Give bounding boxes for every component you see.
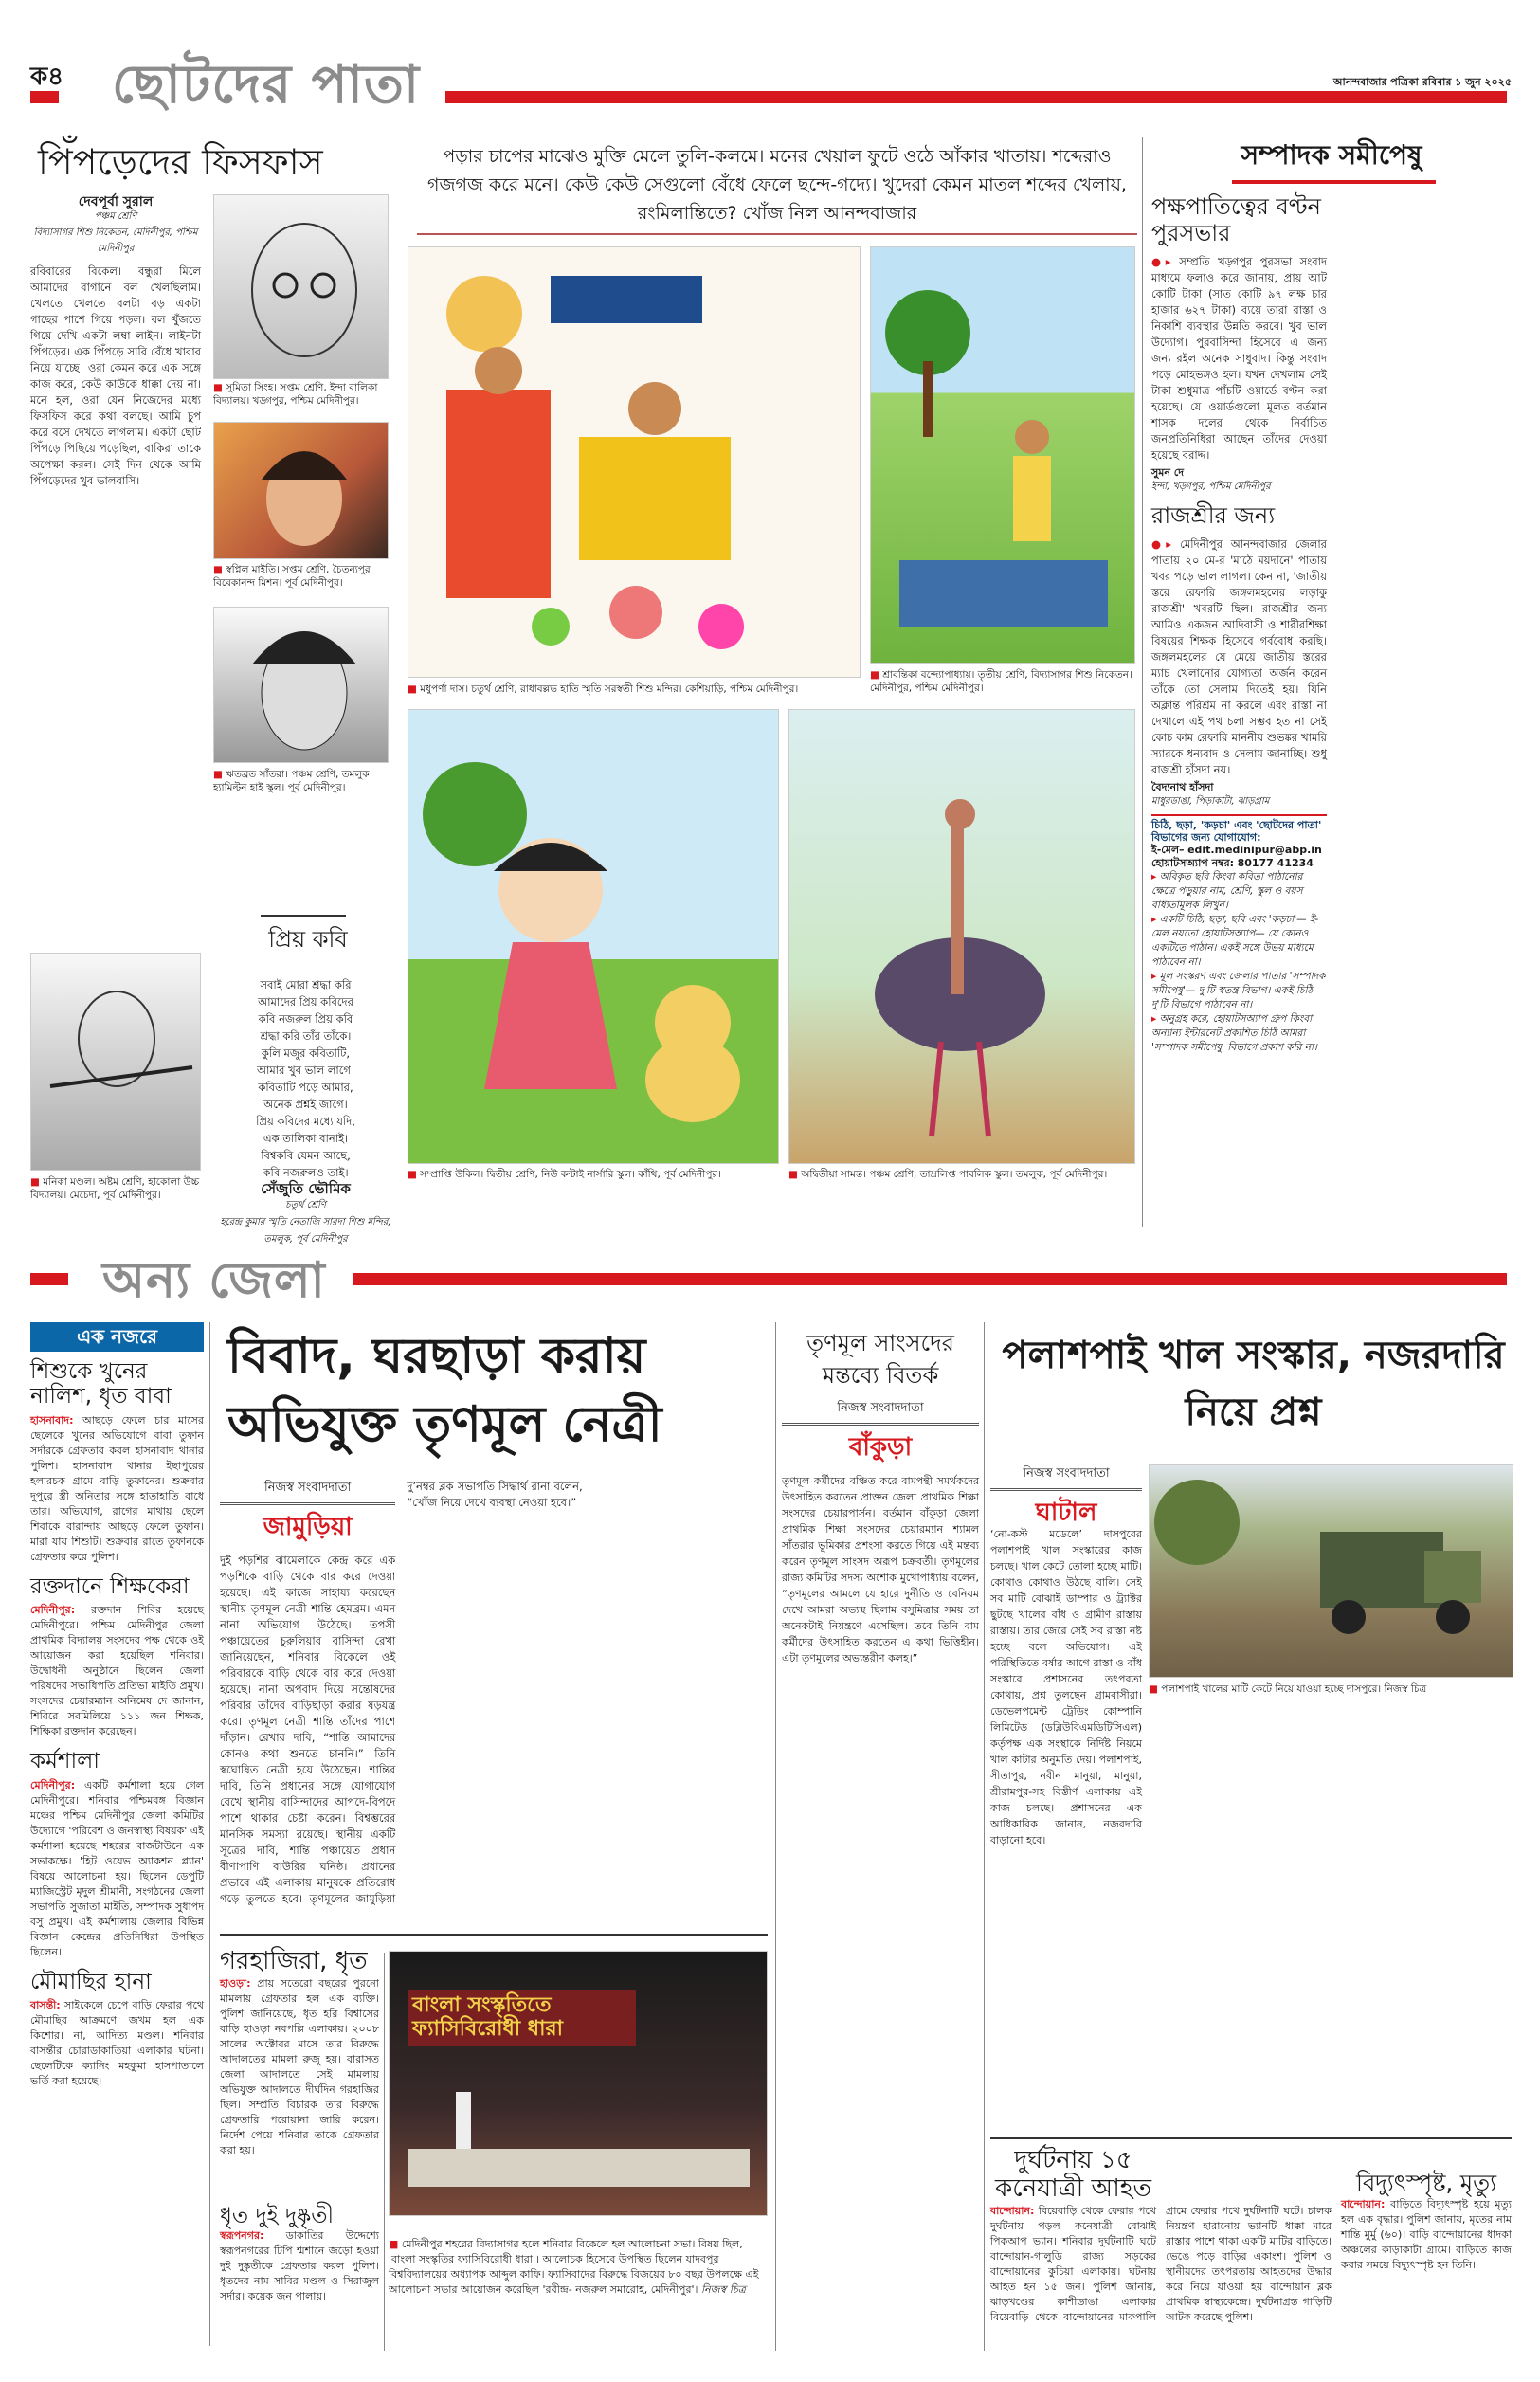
- poem-line: অনেক প্রশ্নই জাগে।: [263, 1098, 348, 1111]
- letter-1-body: ●▸ সম্প্রতি খড়্গপুর পুরসভা সংবাদ মাধ্যমে ফলাও করে জানায়, প্রায় আট কোটি টাকা (সাত কোটি ৯৭ লক্ষ চার হাজার ৬২৭ টাকা) ব্যয়ে তারা রাস্তা ও নিকাশি ব্যবস্থার উন্নতি করবে। খুব ভাল উদ্যোগ। পুরবাসিন্দা হিসেবে এ জন্য জন্য রইল অনেক সাধুবাদ। কিন্তু সংবাদ পড়ে মোহভঙ্গও হল। যখন দেখলাম সেই টাকা শুধুমাত্র পাঁচটি ওয়ার্ডে বণ্টন করা হয়েছে। যে ওয়ার্ডগুলো মূলত বর্তমান শাসক দলের থেকে নির্বাচিত জনপ্রতিনিধিরা আছেন তাঁদের দেওয়া হয়েছে বরাদ্দ।: [1151, 255, 1328, 463]
- sidebar-item: [30, 1574, 204, 1739]
- page-number: ক৪: [30, 63, 64, 91]
- poem-line: কুলি মজুর কবিতাটি,: [261, 1046, 351, 1060]
- section-rule: [353, 1273, 1507, 1285]
- sidebar-item: [30, 1970, 204, 2089]
- story-accident: [990, 2147, 1332, 2374]
- contact-note: ▸ অনুগ্রহ করে, হোয়াটসঅ্যাপ গ্রুপ কিংবা অন্যান্য ইন্টারনেট প্রকাশিত চিঠি আমরা 'সম্পাদক সমীপেষু' বিভাগে প্রকাশ করি না।: [1151, 1012, 1317, 1053]
- story-headline: দুর্ঘটনায় ১৫ কনেযাত্রী আহত: [995, 2146, 1151, 2203]
- story-body: বাড়িতে বিদ্যুৎস্পৃষ্ট হয়ে মৃত্যু হল এক বৃদ্ধার। পুলিশ জানায়, মৃতের নাম শান্তি মুর্মু (৬০)। বাড়ি বান্দোয়ানের ধাদকা অঞ্চলের কাড়াকাটা গ্রামে। বাড়িতে কাজ করার সময়ে বিদ্যুৎস্পৃষ্ট হন তিনি।: [1341, 2197, 1512, 2271]
- byline: নিজস্ব সংবাদদাতা: [837, 1401, 924, 1415]
- letters-rule: [1232, 180, 1436, 184]
- sidebar-body: একটি কর্মশালা হয়ে গেল মেদিনীপুরে। শনিবার পশ্চিমবঙ্গ বিজ্ঞান মঞ্চের পশ্চিম মেদিনীপুর জেলা কমিটির উদ্যোগে 'পরিবেশ ও জনস্বাস্থ্য বিষয়ক' এই কর্মশালা হয়েছে শহরের বার্জটাউনে এক সভাকক্ষে। 'হিট ওয়েভ অ্যাকশন প্ল্যান' বিষয়ে আলোচনা হয়। ছিলেন ডেপুটি ম্যাজিস্ট্রেট মৃদুল শ্রীমানী, সংগঠনের জেলা সভাপতি সুজাতা মাইতি, সম্পাদক সুধাপদ বসু প্রমুখ। এই কর্মশালায় জেলার বিভিন্ন বিজ্ঞান কেন্দ্রের প্রতিনিধিরা উপস্থিত ছিলেন।: [30, 1778, 204, 1958]
- dateline: হাওড়া:: [220, 1976, 251, 1990]
- story-body: রবিবারের বিকেল। বন্ধুরা মিলে আমাদের বাগানে বল খেলছিলাম। খেলতে খেলতে বলটা বড় একটা গাছের পাশে গিয়ে পড়ল। বল খুঁজতে গিয়ে দেখি একটা লম্বা লাইন। লাইনটা পিঁপড়ের। এক পিঁপড়ে সারি বেঁধে খাবার নিয়ে যাচ্ছে। ওরা কেমন করে এক সঙ্গে কাজ করে, কেউ কাউকে ধাক্কা দেয় না। মনে হল, ওরা যেন নিজেদের মধ্যে ফিসফিস করে কথা বলছে। আমি চুপ করে বসে দেখতে লাগলাম। একটা ছোট পিঁপড়ে পিছিয়ে পড়েছিল, বাকিরা তাকে অপেক্ষা করল। সেই দিন থেকে আমি পিঁপড়েদের খুব ভালবাসি।: [30, 264, 201, 488]
- sidebar-headline: রক্তদানে শিক্ষকেরা: [30, 1573, 190, 1599]
- whatsapp-label: হোয়াটসঅ্যাপ নম্বর:: [1151, 856, 1235, 869]
- sketch-portrait-1: [213, 194, 389, 379]
- story-headline: গরহাজিরা, ধৃত: [220, 1947, 368, 1975]
- sidebar-headline: মৌমাছির হানা: [30, 1969, 152, 1994]
- event-photo: [389, 1951, 768, 2216]
- story-body: তৃণমূল কর্মীদের বঞ্চিত করে বামপন্থী সমর্থকদের উৎসাহিত করতেন প্রাক্তন জেলা প্রাথমিক শিক্ষা সংসদের চেয়ারপার্সন। বর্তমান বাঁকুড়া জেলা প্রাথমিক শিক্ষা সংসদের চেয়ারম্যান শ্যামল সাঁতরার ভূমিকার প্রশংসা করতে গিয়ে এই মন্তব্য করেন তৃণমূল সাংসদ অরূপ চক্রবর্তী। তৃণমূলের রাজ্য কমিটির সদস্য অশোক মুখোপাধ্যায় বলেন, “তৃণমূলের আমলে যে হারে দুর্নীতি ও বেনিয়ম দেখে আমরা অভ্যস্থ ছিলাম বসুমিত্রার সময় তা অনেকটাই নিয়ন্ত্রণে এসেছিল। তবে তিনি বাম কর্মীদের উৎসাহিত করতেন এ কথা ভিত্তিহীন। এটা তৃণমূলের অভ্যন্তরীণ কলহ।”: [782, 1475, 979, 1664]
- poem-line: সবাই মোরা শ্রদ্ধা করি: [260, 978, 352, 991]
- dateline-place: জামুড়িয়া: [220, 1502, 395, 1549]
- sidebar-item: [30, 1359, 204, 1565]
- painting-portrait-2: [213, 422, 389, 559]
- dateline: মেদিনীপুর:: [30, 1778, 76, 1791]
- sketch-caption-2: ■ স্বপ্নিল মাইতি। সপ্তম শ্রেণি, চৈতন্যপুর বিবেকানন্দ মিশন। পূর্ব মেদিনীপুর।: [213, 563, 389, 590]
- letter-2-body: ●▸ মেদিনীপুর আনন্দবাজার জেলার পাতায় ২০ মে-র 'মাঠে ময়দানে' পাতায় খবর পড়ে ভাল লাগল। কেন না, 'জাতীয় স্তরে রেফারি জঙ্গলমহলের লড়াকু রাজশ্রী' খবরটি ছিল। রাজশ্রীর জন্য আমিও একজন আদিবাসী ও শারীরশিক্ষা বিষয়ের শিক্ষক হিসেবে গর্ববোধ করছি। জঙ্গলমহলের যে মেয়ে জাতীয় স্তরের ম্যাচ খেলানোর যোগ্যতা অর্জন করেন তাঁকে তো সেলাম দিতেই হয়। যিনি অক্লান্ত পরিশ্রম না করলে এবং রাস্তা না দেখালে এই পথ চলা সম্ভব হত না সেই কোচ কাম রেফারি মাননীয় শুভঙ্কর খামরি স্যারকে ধন্যবাদ ও সেলাম জানাচ্ছি। শুধু রাজশ্রী হাঁসদা নয়।: [1151, 537, 1328, 777]
- byline: নিজস্ব সংবাদদাতা: [264, 1481, 352, 1495]
- poem-line: কবি নজরুল প্রিয় কবি: [258, 1012, 353, 1026]
- sidebar-item: [30, 1749, 204, 1959]
- lead-headline: বিবাদ, ঘরছাড়া করায় অভিযুক্ত তৃণমূল নেত্রী: [227, 1328, 662, 1453]
- column-rule: [775, 1322, 776, 2351]
- lead-body: দুই পড়শির ঝামেলাকে কেন্দ্র করে এক পড়শিকে বাড়ি থেকে বার করে দেওয়া হয়েছে। এই কাজে সাহায্য করেছেন স্থানীয় তৃণমূল নেত্রী শান্তি হেমব্রম। এমন নানা অভিযোগ উঠেছে। তপসী পঞ্চায়েতের চুরুলিয়ার বাসিন্দা রেখা জানিয়েছেন, শনিবার বিকেলে ওই পরিবারকে বাড়ি থেকে বার করে দেওয়া হয়েছে। নানা অপবাদ দিয়ে সন্তোষদের পরিবার তাঁদের বাড়িছাড়া করার ষড়যন্ত্র করে। তৃণমূল নেত্রী শান্তি তাঁদের পাশে দাঁড়ান। রেখার দাবি, “শান্তি আমাদের কোনও কথা শুনতে চাননি।” তিনি স্বঘোষিত নেত্রী হয়ে উঠেছেন। শান্তির দাবি, তিনি প্রধানের সঙ্গে যোগাযোগ রেখে স্থানীয় বাসিন্দাদের আপদে-বিপদে পাশে থাকার চেষ্টা করেন। বিশ্বম্ভরের মানসিক সমস্যা রয়েছে। স্থানীয় একটি সূত্রের দাবি, শান্তি পঞ্চায়েত প্রধান বীণাপাণি বাউরির ঘনিষ্ঠ। প্রধানের প্রভাবে এই এলাকায় মানুষকে প্রতিরোধ গড়ে তুলতে হবে। তৃণমূলের জামুড়িয়া দু’নম্বর ব্লক সভাপতি সিদ্ধার্থ রানা বলেন, “খোঁজ নিয়ে দেখে ব্যবস্থা নেওয়া হবে।”: [220, 1480, 583, 1905]
- note-text: মূল সংস্করণ এবং জেলার পাতার 'সম্পাদক সমীপেষু'— দু'টি স্বতন্ত্র বিভাগ। একই চিঠি দু'টি বিভাগে পাঠাবেন না।: [1151, 970, 1326, 1010]
- edition-date: আনন্দবাজার পত্রিকা রবিবার ১ জুন ২০২৫: [1332, 76, 1512, 88]
- painting-caption-2: ■ শ্রাবন্তিকা বন্দ্যোপাধ্যায়। তৃতীয় শ্রেণি, বিদ্যাসাগর শিশু নিকেতন। মেদিনীপুর, পশ্চিম মেদিনীপুর।: [870, 668, 1135, 695]
- story-author: দেবপূর্বা সুরাল: [78, 194, 154, 209]
- poem-school: হরেন্দ্র কুমার স্মৃতি নেতাজি সারদা শিশু মন্দির, তমলুক, পূর্ব মেদিনীপুর: [220, 1217, 391, 1246]
- canal-body-wrap: [990, 1526, 1512, 2133]
- story-headline: বিদ্যুৎস্পৃষ্ট, মৃত্যু: [1355, 2170, 1497, 2196]
- painting-saraswati-puja: [408, 246, 861, 678]
- poem-line: কবিতাটি পড়ে আমার,: [258, 1081, 353, 1094]
- dateline-place: বাঁকুড়া: [782, 1423, 979, 1469]
- section-rule-left: [30, 1273, 68, 1285]
- story-headline: ধৃত দুই দুষ্কৃতী: [220, 2204, 335, 2228]
- sketch-caption-1: ■ সুমিতা সিংহ। সপ্তম শ্রেণি, ইন্দা বালিকা বিদ্যালয়। খড়্গপুর, পশ্চিম মেদিনীপুর।: [213, 381, 389, 408]
- photo-credit: নিজস্ব চিত্র: [700, 2283, 746, 2296]
- sidebar-at-a-glance: [30, 1322, 210, 2346]
- sidebar-headline: কর্মশালা: [30, 1749, 100, 1774]
- dateline: বান্দোয়ান:: [990, 2204, 1035, 2217]
- email-label: ই-মেল–: [1151, 844, 1185, 857]
- column-rule: [384, 1953, 385, 2351]
- whatsapp-number: 80177 41234: [1237, 856, 1314, 869]
- painting-caption-4: ■ অদ্বিতীয়া সামন্ত। পঞ্চম শ্রেণি, তাম্রলিপ্ত পাবলিক স্কুল। তমলুক, পূর্ব মেদিনীপুর।: [788, 1168, 1135, 1181]
- letters-section-title: সম্পাদক সমীপেষু: [1241, 139, 1422, 171]
- poem-line: এক তালিকা বানাই।: [263, 1132, 349, 1145]
- contact-notes: [1151, 870, 1327, 1055]
- story-author-block: [30, 194, 201, 489]
- poem-line: বিশ্বকবি যেমন আছে,: [261, 1149, 351, 1162]
- poem-title: প্রিয় কবি: [268, 926, 348, 953]
- section-title: ছোটদের পাতা: [104, 59, 427, 112]
- letter-2-title: রাজশ্রীর জন্য: [1151, 501, 1276, 529]
- contact-heading: চিঠি, ছড়া, 'কড়চা' এবং 'ছোটদের পাতা' বিভাগের জন্য যোগাযোগ:: [1151, 819, 1322, 844]
- letter-1-text: সম্প্রতি খড়্গপুর পুরসভা সংবাদ মাধ্যমে ফলাও করে জানায়, প্রায় আট কোটি টাকা (সাত কোটি ৯৭ লক্ষ চার হাজার ৬২৭ টাকা) ব্যয়ে তারা রাস্তা ও নিকাশি ব্যবস্থার উন্নতি করবে। খুব ভাল উদ্যোগ। পুরবাসিন্দা হিসেবে এ জন্য জন্য রইল অনেক সাধুবাদ। কিন্তু সংবাদ পড়ে মোহভঙ্গও হল। যখন দেখলাম সেই টাকা শুধুমাত্র পাঁচটি ওয়ার্ডে বণ্টন করা হয়েছে। যে ওয়ার্ডগুলো মূলত বর্তমান শাসক দলের থেকে নির্বাচিত জনপ্রতিনিধিরা আছেন তাঁদের দেওয়া হয়েছে বরাদ্দ।: [1151, 255, 1328, 463]
- letter-2-place: মাধুরডাঙা, পিড়াকাটা, ঝাড়গ্রাম: [1151, 794, 1327, 816]
- bottom-section-title: অন্য জেলা: [95, 1256, 334, 1305]
- poem: [213, 976, 398, 1248]
- dateline: মেদিনীপুর:: [30, 1604, 76, 1617]
- letters-body: [1151, 194, 1513, 1227]
- divider: [990, 2137, 1512, 2139]
- poem-author: সেঁজুতি ভৌমিক: [261, 1180, 351, 1197]
- sidebar-body: রক্তদান শিবির হয়েছে মেদিনীপুরে। পশ্চিম মেদিনীপুর জেলা প্রাথমিক বিদ্যালয় সংসদের পক্ষ থেকে ওই আয়োজন করা হয়েছিল শনিবার। উদ্বোধনী অনুষ্ঠানে ছিলেন জেলা পরিষদের সভাধিপতি প্রতিভা মাইতি প্রমুখ। সংসদের চেয়ারম্যান অনিমেষ দে জানান, শিবিরে সবমিলিয়ে ১১১ জন শিক্ষক, শিক্ষিকা রক্তদান করেছেন।: [30, 1604, 204, 1738]
- column-rule: [1142, 137, 1143, 1227]
- dateline-place: ঘাটাল: [990, 1488, 1142, 1535]
- byline: নিজস্ব সংবাদদাতা: [1023, 1466, 1110, 1481]
- story-school: বিদ্যাসাগর শিশু নিকেতন, মেদিনীপুর, পশ্চিম মেদিনীপুর: [33, 227, 198, 255]
- poem-class: চতুর্থ শ্রেণি: [285, 1200, 326, 1211]
- dateline: বান্দোয়ান:: [1341, 2197, 1386, 2210]
- sidebar-body: আছড়ে ফেলে চার মাসের ছেলেকে খুনের অভিযোগে বাবা তুফান সর্দারকে গ্রেফতার করল হাসনাবাদ থানার পুলিশ। হাসনাবাদ থানার ইছাপুরের হলারচক গ্রামে বাড়ি তুফানের। শুক্রবার দুপুরে স্ত্রী অনিতার সঙ্গে হাতাহাতি বাধে তার। অভিযোগ, রাগের মাথায় ছেলে শিবাকে বারান্দায় আছড়ে ফেলে তুফান। মারা যায় শিশুটি। শুক্রবার রাতে তুফানকে গ্রেফতার করে পুলিশ।: [30, 1413, 205, 1563]
- sidebar-body: সাইকেলে চেপে বাড়ি ফেরার পথে মৌমাছির আক্রমণে জখম হল এক কিশোর। না, আদিত্য মণ্ডল। শনিবার বাসন্তীর চোরাডাকাতিয়া এলাকার ঘটনা। ছেলেটিকে ক্যানিং মহকুমা হাসপাতালে ভর্তি করা হয়েছে।: [30, 1999, 204, 2088]
- story-body: প্রায় সতেরো বছরের পুরনো মামলায় গ্রেফতার হল এক ব্যক্তি। পুলিশ জানিয়েছে, ধৃত হরি বিশ্বাসের বাড়ি হাওড়া নবপল্লি এলাকায়। ২০০৮ সালের অক্টোবর মাসে তার বিরুদ্ধে আদালতের মামলা রুজু হয়। বারাসত জেলা আদালতে সেই মামলায় অভিযুক্ত আদালতে দীর্ঘদিন গরহাজির ছিল। সম্প্রতি বিচারক তার বিরুদ্ধে গ্রেফতারি পরোয়ানা জারি করেন। নির্দেশ পেয়ে শনিবার তাকে গ্রেফতার করা হয়।: [220, 1976, 379, 2156]
- masthead-rule-left: [30, 91, 59, 103]
- poem-line: কবি নজরুলও তাই।: [263, 1166, 349, 1179]
- painting-ostrich: [788, 709, 1135, 1164]
- canal-byline-block: [990, 1464, 1142, 1535]
- email-link[interactable]: edit.medinipur@abp.in: [1187, 844, 1322, 857]
- sidebar-title: এক নজরে: [30, 1322, 204, 1352]
- story-absent: [220, 1948, 379, 2158]
- note-text: একটি চিঠি, ছড়া, ছবি এবং 'কড়চা'— ই-মেল নয়তো হোয়াটসঅ্যাপ— যে কোনও একটিতে পাঠান। একই সঙ্গে উভয় মাধ্যমে পাঠাবেন না।: [1151, 913, 1319, 968]
- dateline: হাসনাবাদ:: [30, 1413, 74, 1427]
- letter-1-signature: সুমন দে: [1151, 466, 1185, 480]
- sketch-caption-4: ■ মনিকা মণ্ডল। অষ্টম শ্রেণি, হাকোলা উচ্চ বিদ্যালয়। মেচেদা, পূর্ব মেদিনীপুর।: [30, 1175, 201, 1202]
- intro-rule: [417, 233, 1137, 235]
- column-rule: [984, 1322, 985, 2351]
- poem-line: আমাদের প্রিয় কবিদের: [258, 995, 353, 1009]
- lead-story: [220, 1479, 770, 1924]
- letter-2-signature: বৈদ্যনাথ হাঁসদা: [1151, 781, 1214, 794]
- note-text: অবিকৃত ছবি কিংবা কবিতা পাঠানোর ক্ষেত্রে পড়ুয়ার নাম, শ্রেণি, স্কুল ও বয়স বাধ্যতামূলক লিখুন।: [1151, 870, 1303, 911]
- sidebar-headline: শিশুকে খুনের নালিশ, ধৃত বাবা: [30, 1359, 172, 1409]
- letter-2-text: মেদিনীপুর আনন্দবাজার জেলার পাতায় ২০ মে-র 'মাঠে ময়দানে' পাতায় খবর পড়ে ভাল লাগল। কেন না, 'জাতীয় স্তরে রেফারি জঙ্গলমহলের লড়াকু রাজশ্রী' খবরটি ছিল। রাজশ্রীর জন্য আমিও একজন আদিবাসী ও শারীরশিক্ষা বিষয়ের শিক্ষক হিসেবে গর্ববোধ করছি। জঙ্গলমহলের যে মেয়ে জাতীয় স্তরের ম্যাচ খেলানোর যোগ্যতা অর্জন করেন তাঁকে তো সেলাম দিতেই হয়। যিনি অক্লান্ত পরিশ্রম না করলে এবং রাস্তা না দেখালে এই পথ চলা সম্ভব হত না সেই কোচ কাম রেফারি মাননীয় শুভঙ্কর খামরি স্যারকে ধন্যবাদ ও সেলাম জানাচ্ছি। শুধু রাজশ্রী হাঁসদা নয়।: [1151, 537, 1328, 777]
- painting-caption-3: ■ সম্প্রাপ্তি উকিল। দ্বিতীয় শ্রেণি, নিউ কন্টাই নার্সারি স্কুল। কাঁথি, পূর্ব মেদিনীপুর।: [408, 1168, 779, 1181]
- divider: [220, 1934, 768, 1936]
- story-class: পঞ্চম শ্রেণি: [94, 211, 137, 223]
- story-body: বিয়েবাড়ি থেকে ফেরার পথে দুর্ঘটনায় পড়ল কনেযাত্রী বোঝাই পিকআপ ভ্যান। শনিবার দুর্ঘটনাটি ঘটে বান্দোয়ান-গালুডি রাজ্য সড়কের বান্দোয়ানের কুচিয়া এলাকায়। ঘটনায় আহত হন ১৫ জন। পুলিশ জানায়, ঝাড়খণ্ডের কাশীডাঙা এলাকার বিয়েবাড়ি থেকে বান্দোয়ানের মাকপালি গ্রামে ফেরার পথে দুর্ঘটনাটি ঘটে। চালক নিয়ন্ত্রণ হারানোয় ভ্যানটি ধাক্কা মারে রাস্তার পাশে থাকা একটি মাটির বাড়িতে। ভেঙে পড়ে বাড়ির একাংশ। পুলিশ ও স্থানীয়দের তৎপরতায় আহতদের উদ্ধার করে নিয়ে যাওয়া হয় বান্দোয়ান ব্লক প্রাথমিক স্বাস্থ্যকেন্দ্রে। দুর্ঘটনাগ্রস্ত গাড়িটি আটক করেছে পুলিশ।: [990, 2204, 1332, 2323]
- poem-line: প্রিয় কবিদের মধ্যে যদি,: [256, 1115, 355, 1128]
- painting-caption-1: ■ মধুপর্ণা দাস। চতুর্থ শ্রেণি, রাধাবল্লভ হাতি স্মৃতি সরস্বতী শিশু মন্দির। কেশিয়াড়ি, পশ্চিম মেদিনীপুর।: [408, 682, 861, 696]
- contact-note: ▸ অবিকৃত ছবি কিংবা কবিতা পাঠানোর ক্ষেত্রে পড়ুয়ার নাম, শ্রেণি, স্কুল ও বয়স বাধ্যতামূলক লিখুন।: [1151, 870, 1303, 911]
- intro-text: পড়ার চাপের মাঝেও মুক্তি মেলে তুলি-কলমে। মনের খেয়াল ফুটে ওঠে আঁকার খাতায়। শব্দেরাও গজগজ করে মনে। কেউ কেউ সেগুলো বেঁধে ফেলে ছন্দে-গদ্যে। খুদেরা কেমন মাতল শব্দের খেলায়, রংমিলান্তিতে? খোঁজ নিল আনন্দবাজার: [427, 146, 1127, 224]
- event-caption: [389, 2237, 768, 2298]
- dateline: স্বরূপনগর:: [220, 2229, 264, 2243]
- contact-note: ▸ মূল সংস্করণ এবং জেলার পাতার 'সম্পাদক সমীপেষু'— দু'টি স্বতন্ত্র বিভাগ। একই চিঠি দু'টি বিভাগে পাঠাবেন না।: [1151, 970, 1326, 1010]
- canal-photo-caption: ■ পলাশপাই খালের মাটি কেটে নিয়ে যাওয়া হচ্ছে দাসপুরে। নিজস্ব চিত্র: [1149, 1682, 1513, 1696]
- canal-headline: পলাশপাই খাল সংস্কার, নজরদারি নিয়ে প্রশ্ন: [1002, 1334, 1505, 1434]
- sketch-caption-3: ■ ঋতব্রত সাঁতরা। পঞ্চম শ্রেণি, তমলুক হ্যামিল্টন হাই স্কুল। পূর্ব মেদিনীপুর।: [213, 768, 389, 794]
- canal-body: ‘নো-কস্ট মডেলে’ দাসপুরের পলাশপাই খাল সংস্কারের কাজ চলছে। খাল কেটে তোলা হচ্ছে মাটি। কোথাও কোথাও উঠছে বালি। সেই সব মাটি বোঝাই ডাম্পার ও ট্র্যাক্টর ছুটছে খালের বাঁধ ও গ্রামীণ রাস্তায় রাস্তায়। তার জেরে সেই সব রাস্তা নষ্ট হচ্ছে বলে অভিযোগ। এই পরিস্থিতিতে বর্ষার আগে রাস্তা ও বাঁধ সংস্কারে প্রশাসনের তৎপরতা কোথায়, প্রশ্ন তুলছেন গ্রামবাসীরা। ডেভেলপমেন্ট ট্রেডিং কোম্পানি লিমিটেড (ডব্লিউবিএমডিটিসিএল) কর্তৃপক্ষ এক সংস্থাকে নির্দিষ্ট নিয়মে খাল কাটার অনুমতি দেয়। পলাশপাই, সীতাপুর, নবীন মানুয়া, মানুয়া, শ্রীরামপুর-সহ বিস্তীর্ণ এলাকায় এই কাজ চলছে। প্রশাসনের এক আধিকারিক জানান, নজরদারি বাড়ানো হবে।: [990, 1528, 1142, 1846]
- story-electrocution: [1341, 2171, 1512, 2273]
- poem-line: শ্রদ্ধা করি তাঁর তাঁকে।: [260, 1029, 352, 1043]
- story-title: পিঁপড়েদের ফিসফাস: [38, 141, 323, 183]
- story-headline: তৃণমূল সাংসদের মন্তব্যে বিতর্ক: [806, 1330, 954, 1389]
- painting-park-scene: [870, 246, 1135, 664]
- story-body: ডাকাতির উদ্দেশ্যে স্বরূপনগরের টিপি শ্মশানে জড়ো হওয়া দুই দুষ্কৃতীকে গ্রেফতার করল পুলিশ। ধৃতদের নাম সাবির মণ্ডল ও সিরাজুল সর্দার। কয়েক জন পালায়।: [220, 2229, 379, 2303]
- poem-line: আমার খুব ভাল লাগে।: [256, 1064, 355, 1077]
- letter-1-title: পক্ষপাতিত্বের বণ্টন পুরসভার: [1151, 193, 1322, 246]
- painting-girl-and-dog: [408, 709, 779, 1164]
- note-text: অনুগ্রহ করে, হোয়াটসঅ্যাপ গ্রুপ কিংবা অন্যান্য ইন্টারনেট প্রকাশিত চিঠি আমরা 'সম্পাদক সমীপেষু' বিভাগে প্রকাশ করি না।: [1151, 1012, 1317, 1053]
- event-banner-text: বাংলা সংস্কৃতিতে ফ্যাসিবিরোধী ধারা: [408, 1990, 636, 2046]
- divider: [261, 915, 346, 917]
- sketch-portrait-3: [213, 607, 389, 763]
- dateline: বাসন্তী:: [30, 1999, 61, 2012]
- story-tmc: [782, 1327, 979, 1666]
- masthead-rule: [445, 91, 1507, 103]
- contact-note: ▸ একটি চিঠি, ছড়া, ছবি এবং 'কড়চা'— ই-মেল নয়তো হোয়াটসঅ্যাপ— যে কোনও একটিতে পাঠান। একই সঙ্গে উভয় মাধ্যমে পাঠাবেন না।: [1151, 913, 1319, 968]
- letter-1-place: ইন্দা, খড়্গপুর, পশ্চিম মেদিনীপুর: [1151, 481, 1271, 492]
- sketch-flute-player: [30, 953, 201, 1171]
- story-robbers: [220, 2204, 379, 2304]
- caption-text: মেদিনীপুর শহরের বিদ্যাসাগর হলে শনিবার বিকেলে হল আলোচনা সভা। বিষয় ছিল, 'বাংলা সংস্কৃতির ফ্যাসিবিরোধী ধারা'। আলোচক হিসেবে উপস্থিত ছিলেন যাদবপুর বিশ্ববিদ্যালয়ের অধ্যাপক আব্দুল কাফি। ফ্যাসিবাদের বিরুদ্ধে বিজয়ের ৮০ বছর উপলক্ষে এই আলোচনা সভার আয়োজন করেছিল 'রবীন্দ্র- নজরুল সমারোহ, মেদিনীপুর'।: [389, 2238, 759, 2296]
